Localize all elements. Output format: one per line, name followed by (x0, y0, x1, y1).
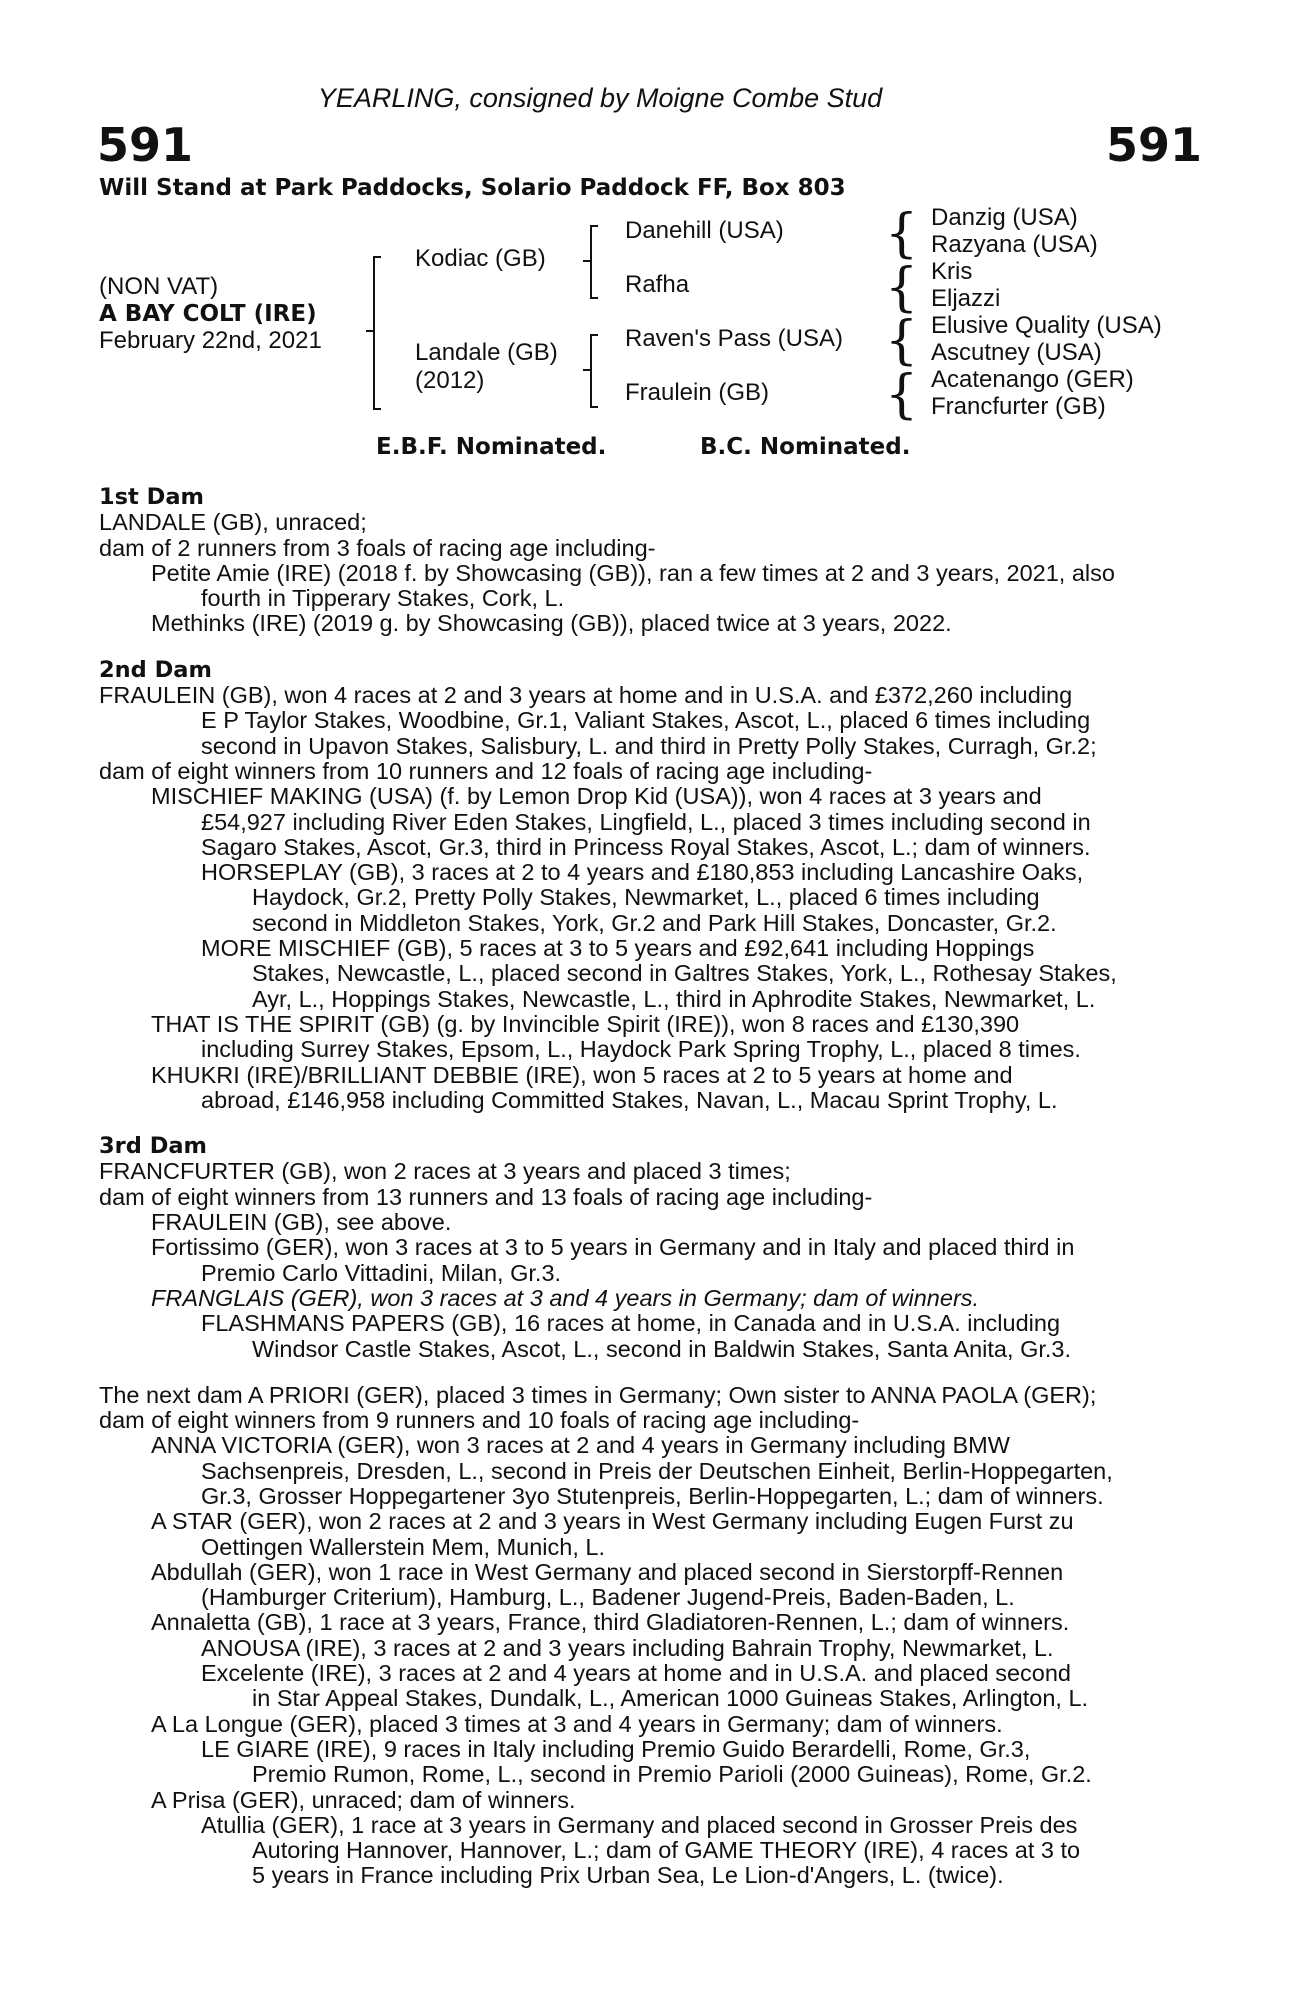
text-line: The next dam A PRIORI (GER), placed 3 times in Germany; Own sister to ANNA PAOLA (GER); (99, 1381, 1097, 1408)
stand-location: Will Stand at Park Paddocks, Solario Paddock FF, Box 803 (99, 175, 846, 201)
pedigree-bracket-ravens-pass: { (885, 311, 919, 371)
text-line: A Prisa (GER), unraced; dam of winners. (151, 1786, 576, 1813)
text-line: fourth in Tipperary Stakes, Cork, L. (201, 585, 565, 612)
text-line: KHUKRI (IRE)/BRILLIANT DEBBIE (IRE), won 5 races at 2 to 5 years at home and (151, 1061, 1013, 1088)
text-line: Premio Carlo Vittadini, Milan, Gr.3. (201, 1259, 562, 1286)
section-heading-1st-dam: 1st Dam (99, 484, 204, 510)
vat-status: (NON VAT) (99, 273, 219, 300)
text-line: second in Middleton Stakes, York, Gr.2 and Park Hill Stakes, Doncaster, Gr.2. (252, 909, 1057, 936)
consignor-line: YEARLING, consigned by Moigne Combe Stud (317, 83, 883, 113)
text-line: £54,927 including River Eden Stakes, Lingfield, L., placed 3 times including second in (201, 808, 1091, 835)
bc-nomination: B.C. Nominated. (700, 434, 911, 460)
text-line: A La Longue (GER), placed 3 times at 3 and 4 years in Germany; dam of winners. (151, 1710, 1003, 1737)
pedigree-dam-sire: Raven's Pass (USA) (625, 325, 843, 352)
text-line: A STAR (GER), won 2 races at 2 and 3 years in West Germany including Eugen Furst zu (151, 1508, 1074, 1535)
text-line: 5 years in France including Prix Urban Sea, Le Lion-d'Angers, L. (twice). (252, 1862, 1004, 1889)
pedigree-dam-year: (2012) (415, 367, 485, 394)
text-line: dam of eight winners from 10 runners and 12 foals of racing age including- (99, 757, 873, 784)
text-line: HORSEPLAY (GB), 3 races at 2 to 4 years and £180,853 including Lancashire Oaks, (201, 859, 1084, 886)
text-line: Methinks (IRE) (2019 g. by Showcasing (GB)), placed twice at 3 years, 2022. (151, 610, 952, 637)
text-line: abroad, £146,958 including Committed Stakes, Navan, L., Macau Sprint Trophy, L. (201, 1086, 1058, 1113)
lot-name: A BAY COLT (IRE) (99, 301, 317, 327)
pedigree-sire-sire: Danehill (USA) (625, 217, 784, 244)
text-line: E P Taylor Stakes, Woodbine, Gr.1, Valiant Stakes, Ascot, L., placed 6 times including (201, 707, 1091, 734)
pedigree-bracket-rafha: { (885, 258, 919, 318)
text-line: LANDALE (GB), unraced; (99, 509, 367, 536)
text-line: FRANGLAIS (GER), won 3 races at 3 and 4 years in Germany; dam of winners. (151, 1284, 980, 1311)
pedigree-sss: Danzig (USA) (931, 204, 1078, 231)
text-line: Annaletta (GB), 1 race at 3 years, France, third Gladiatoren-Rennen, L.; dam of winners. (151, 1609, 1070, 1636)
text-line: in Star Appeal Stakes, Dundalk, L., American 1000 Guineas Stakes, Arlington, L. (252, 1685, 1089, 1712)
text-line: dam of eight winners from 13 runners and 13 foals of racing age including- (99, 1183, 873, 1210)
pedigree-ssd: Razyana (USA) (931, 231, 1098, 258)
pedigree-sire: Kodiac (GB) (415, 245, 546, 272)
section-heading-3rd-dam: 3rd Dam (99, 1133, 207, 1160)
text-line: including Surrey Stakes, Epsom, L., Haydock Park Spring Trophy, L., placed 8 times. (201, 1036, 1081, 1063)
text-line: FRAULEIN (GB), see above. (151, 1209, 452, 1236)
text-line: Sagaro Stakes, Ascot, Gr.3, third in Princess Royal Stakes, Ascot, L.; dam of winners. (201, 833, 1091, 860)
text-line: dam of 2 runners from 3 foals of racing age including- (99, 534, 656, 561)
foaling-date: February 22nd, 2021 (99, 327, 322, 354)
pedigree-dam-dam: Fraulein (GB) (625, 379, 770, 406)
text-line: MISCHIEF MAKING (USA) (f. by Lemon Drop Kid (USA)), won 4 races at 3 years and (151, 783, 1042, 810)
text-line: Gr.3, Grosser Hoppegartener 3yo Stutenpreis, Berlin-Hoppegarten, L.; dam of winners. (201, 1482, 1104, 1509)
text-line: Windsor Castle Stakes, Ascot, L., second in Baldwin Stakes, Santa Anita, Gr.3. (252, 1335, 1072, 1362)
ebf-nomination: E.B.F. Nominated. (376, 434, 607, 460)
pedigree-sdd: Eljazzi (931, 285, 1001, 312)
text-line: FRAULEIN (GB), won 4 races at 2 and 3 years at home and in U.S.A. and £372,260 including (99, 682, 1073, 709)
pedigree-dam: Landale (GB) (415, 339, 558, 366)
text-line: Stakes, Newcastle, L., placed second in Galtres Stakes, York, L., Rothesay Stakes, (252, 960, 1117, 987)
text-line: Oettingen Wallerstein Mem, Munich, L. (201, 1533, 606, 1560)
catalogue-body (99, 485, 1204, 1889)
text-line: Petite Amie (IRE) (2018 f. by Showcasing (GB)), ran a few times at 2 and 3 years, 2021, also (151, 559, 1115, 586)
text-line: (Hamburger Criterium), Hamburg, L., Badener Jugend-Preis, Baden-Baden, L. (201, 1584, 1015, 1611)
text-line: dam of eight winners from 9 runners and 10 foals of racing age including- (99, 1407, 860, 1434)
pedigree-sire-dam: Rafha (625, 271, 690, 298)
text-line: Haydock, Gr.2, Pretty Polly Stakes, Newmarket, L., placed 6 times including (252, 884, 1040, 911)
text-line: THAT IS THE SPIRIT (GB) (g. by Invincible Spirit (IRE)), won 8 races and £130,390 (151, 1010, 1020, 1037)
text-line: Ayr, L., Hoppings Stakes, Newcastle, L., third in Aphrodite Stakes, Newmarket, L. (252, 985, 1096, 1012)
text-line: MORE MISCHIEF (GB), 5 races at 3 to 5 years and £92,641 including Hoppings (201, 935, 1035, 962)
text-line: Premio Rumon, Rome, L., second in Premio Parioli (2000 Guineas), Rome, Gr.2. (252, 1761, 1092, 1788)
text-line: FLASHMANS PAPERS (GB), 16 races at home, in Canada and in U.S.A. including (201, 1310, 1061, 1337)
text-line: second in Upavon Stakes, Salisbury, L. and third in Pretty Polly Stakes, Curragh, Gr.2; (201, 732, 1097, 759)
pedigree-dds: Acatenango (GER) (931, 366, 1134, 393)
pedigree-ddd: Francfurter (GB) (931, 393, 1106, 420)
pedigree-sds: Kris (931, 258, 973, 285)
text-line: Excelente (IRE), 3 races at 2 and 4 years at home and in U.S.A. and placed second (201, 1660, 1071, 1687)
text-line: Autoring Hannover, Hannover, L.; dam of GAME THEORY (IRE), 4 races at 3 to (252, 1837, 1081, 1864)
text-line: ANOUSA (IRE), 3 races at 2 and 3 years including Bahrain Trophy, Newmarket, L. (201, 1634, 1054, 1661)
pedigree-dsd: Ascutney (USA) (931, 339, 1102, 366)
text-line: Atullia (GER), 1 race at 3 years in Germany and placed second in Grosser Preis des (201, 1811, 1078, 1838)
text-line: Sachsenpreis, Dresden, L., second in Preis der Deutschen Einheit, Berlin-Hoppegarten, (201, 1457, 1113, 1484)
pedigree-dss: Elusive Quality (USA) (931, 312, 1162, 339)
pedigree-bracket-fraulein: { (885, 365, 919, 425)
text-line: LE GIARE (IRE), 9 races in Italy including Premio Guido Berardelli, Rome, Gr.3, (201, 1735, 1031, 1762)
lot-number-left: 591 (97, 118, 194, 172)
text-line: Abdullah (GER), won 1 race in West Germany and placed second in Sierstorpff-Rennen (151, 1558, 1064, 1585)
text-line: FRANCFURTER (GB), won 2 races at 3 years and placed 3 times; (99, 1158, 791, 1185)
pedigree-bracket-danehill: { (885, 204, 919, 264)
lot-number-right: 591 (1105, 118, 1202, 172)
text-line: ANNA VICTORIA (GER), won 3 races at 2 and 4 years in Germany including BMW (151, 1432, 1010, 1459)
text-line: Fortissimo (GER), won 3 races at 3 to 5 years in Germany and in Italy and placed third in (151, 1234, 1075, 1261)
section-heading-2nd-dam: 2nd Dam (99, 656, 212, 683)
